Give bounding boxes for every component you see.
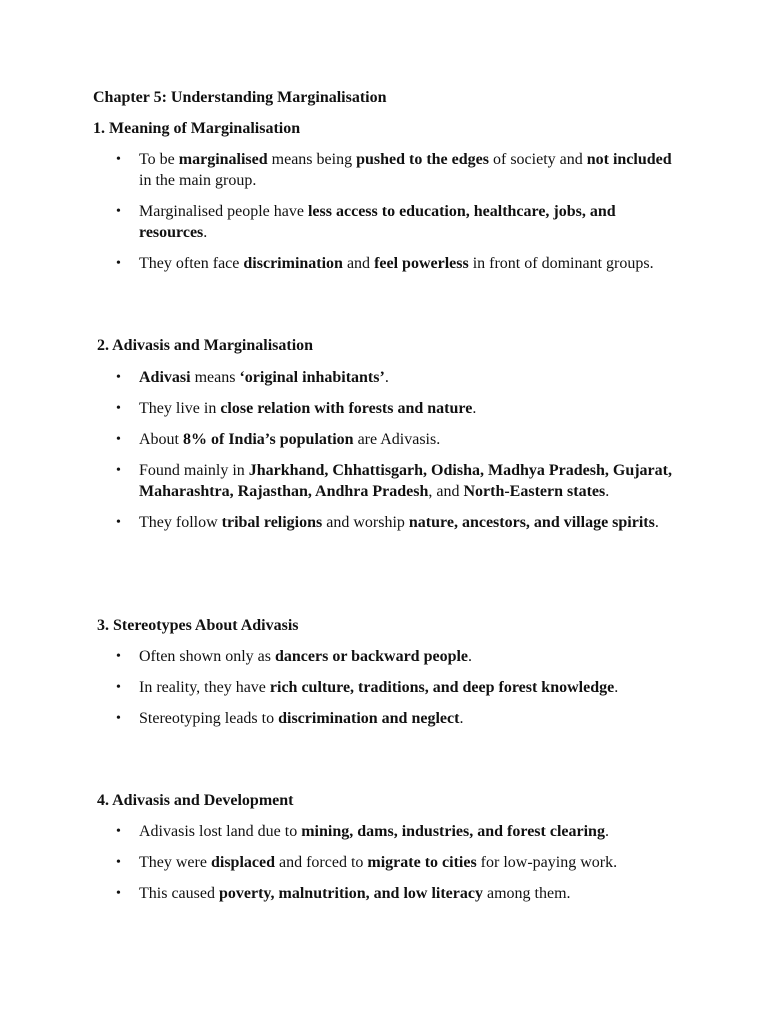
text: and forced to <box>274 854 368 871</box>
text: . <box>604 823 609 840</box>
text: This caused <box>139 885 219 902</box>
bullet-list <box>113 367 673 543</box>
list-item <box>113 821 673 842</box>
bullet-list <box>113 149 673 284</box>
list-item <box>113 677 673 698</box>
text: Often shown only as <box>139 648 275 665</box>
section-title: 1. Meaning of Marginalisation <box>93 120 301 137</box>
text: To be <box>139 151 179 168</box>
section-title: 3. Stereotypes About Adivasis <box>97 617 299 634</box>
text: means <box>190 369 240 386</box>
bold-text: Adivasi <box>139 369 191 386</box>
section-title: 2. Adivasis and Marginalisation <box>97 337 314 354</box>
text: . <box>472 400 477 417</box>
list-item <box>113 149 673 191</box>
text: , and <box>428 483 464 500</box>
bold-text: nature, ancestors, and village spirits <box>408 514 655 531</box>
text: They often face <box>139 255 244 272</box>
bullet-list <box>113 646 673 739</box>
text: . <box>614 679 619 696</box>
bold-text: North-Eastern states <box>463 483 606 500</box>
text: . <box>203 224 208 241</box>
bold-text: rich culture, traditions, and deep forest knowledge <box>269 679 615 696</box>
bold-text: less access to education, healthcare, jobs, and resources <box>139 203 616 241</box>
text: among them. <box>482 885 571 902</box>
text: Adivasis lost land due to <box>139 823 302 840</box>
text: In reality, they have <box>139 679 270 696</box>
bold-text: close relation with forests and nature <box>220 400 473 417</box>
list-item <box>113 852 673 873</box>
text: . <box>605 483 610 500</box>
bold-text: migrate to cities <box>367 854 477 871</box>
bold-text: mining, dams, industries, and forest clearing <box>301 823 605 840</box>
bold-text: displaced <box>210 854 275 871</box>
list-item <box>113 708 673 729</box>
text: Marginalised people have <box>139 203 308 220</box>
text: in front of dominant groups. <box>468 255 654 272</box>
text: About <box>139 431 183 448</box>
list-item <box>113 367 673 388</box>
text: . <box>384 369 389 386</box>
text: They live in <box>139 400 221 417</box>
list-item <box>113 646 673 667</box>
bold-text: poverty, malnutrition, and low literacy <box>218 885 483 902</box>
list-item <box>113 398 673 419</box>
text: . <box>468 648 473 665</box>
text: . <box>459 710 464 727</box>
bold-text: marginalised <box>178 151 268 168</box>
bullet-list <box>113 821 673 914</box>
bold-text: feel powerless <box>374 255 469 272</box>
bold-text: not included <box>586 151 672 168</box>
text: They follow <box>139 514 222 531</box>
bold-text: tribal religions <box>221 514 323 531</box>
text: and <box>342 255 375 272</box>
bold-text: Jharkhand, Chhattisgarh, Odisha, Madhya Pradesh, Gujarat, Maharashtra, Rajasthan, Andhra Pradesh <box>139 462 672 500</box>
list-item <box>113 201 673 243</box>
bold-text: discrimination and neglect <box>278 710 460 727</box>
list-item <box>113 460 673 502</box>
text: are Adivasis. <box>353 431 441 448</box>
text: Found mainly in <box>139 462 249 479</box>
section-title: 4. Adivasis and Development <box>97 792 294 809</box>
bold-text: ‘original inhabitants’ <box>239 369 385 386</box>
text: They were <box>139 854 211 871</box>
text: means being <box>267 151 357 168</box>
list-item <box>113 883 673 904</box>
text: Stereotyping leads to <box>139 710 279 727</box>
text: and worship <box>322 514 409 531</box>
text: of society and <box>488 151 587 168</box>
text: for low-paying work. <box>476 854 618 871</box>
bold-text: 8% of India’s population <box>183 431 354 448</box>
bold-text: pushed to the edges <box>356 151 489 168</box>
text: . <box>654 514 659 531</box>
chapter-title: Chapter 5: Understanding Marginalisation <box>93 89 387 106</box>
list-item <box>113 429 673 450</box>
list-item <box>113 512 673 533</box>
text: in the main group. <box>139 172 257 189</box>
bold-text: discrimination <box>243 255 343 272</box>
bold-text: dancers or backward people <box>274 648 469 665</box>
list-item <box>113 253 673 274</box>
